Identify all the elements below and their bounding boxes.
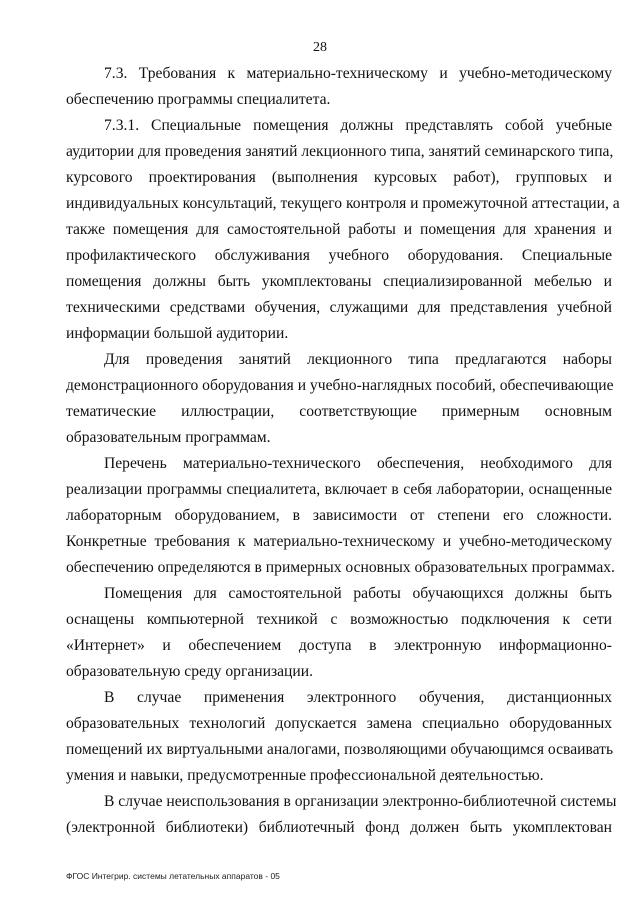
text-line: образовательную среду организации. bbox=[66, 663, 313, 680]
text-line: аудитории для проведения занятий лекционного типа, занятий семинарского типа, bbox=[66, 143, 614, 160]
text-line: Помещения для самостоятельной работы обучающихся должны быть bbox=[104, 585, 612, 602]
text-line: индивидуальных консультаций, текущего контроля и промежуточной аттестации, а bbox=[66, 195, 620, 212]
text-line: образовательным программам. bbox=[66, 429, 271, 446]
page-number: 28 bbox=[313, 40, 327, 55]
text-line: оснащены компьютерной техникой с возможностью подключения к сети bbox=[66, 611, 612, 628]
text-line: обеспечению определяются в примерных основных образовательных программах. bbox=[66, 559, 615, 576]
text-line: образовательных технологий допускается замена специально оборудованных bbox=[66, 715, 612, 732]
text-line: Для проведения занятий лекционного типа предлагаются наборы bbox=[104, 351, 612, 368]
text-line: 7.3.1. Специальные помещения должны представлять собой учебные bbox=[104, 117, 612, 134]
text-line: демонстрационного оборудования и учебно-наглядных пособий, обеспечивающие bbox=[66, 377, 614, 394]
text-line: «Интернет» и обеспечением доступа в электронную информационно- bbox=[66, 637, 612, 654]
text-line: помещений их виртуальными аналогами, позволяющими обучающимся осваивать bbox=[66, 741, 614, 758]
page-footer: ФГОС Интегрир. системы летательных аппаратов - 05 bbox=[66, 871, 280, 881]
text-line: обеспечению программы специалитета. bbox=[66, 91, 331, 108]
text-line: В случае неиспользования в организации электронно-библиотечной системы bbox=[104, 793, 617, 810]
text-line: лабораторным оборудованием, в зависимости от степени его сложности. bbox=[66, 507, 612, 524]
text-line: тематические иллюстрации, соответствующие примерным основным bbox=[66, 403, 612, 420]
text-line: информации большой аудитории. bbox=[66, 325, 289, 342]
text-line: техническими средствами обучения, служащими для представления учебной bbox=[66, 299, 612, 316]
text-line: Перечень материально-технического обеспечения, необходимого для bbox=[104, 455, 612, 472]
text-line: (электронной библиотеки) библиотечный фонд должен быть укомплектован bbox=[66, 819, 612, 836]
text-line: курсового проектирования (выполнения курсовых работ), групповых и bbox=[66, 169, 612, 186]
text-line: профилактического обслуживания учебного оборудования. Специальные bbox=[66, 247, 612, 264]
text-line: реализации программы специалитета, включает в себя лаборатории, оснащенные bbox=[66, 481, 612, 498]
text-line: помещения должны быть укомплектованы специализированной мебелью и bbox=[66, 273, 612, 290]
text-line: Конкретные требования к материально-техническому и учебно-методическому bbox=[66, 533, 612, 550]
text-line: В случае применения электронного обучения, дистанционных bbox=[104, 689, 612, 706]
text-line: умения и навыки, предусмотренные профессиональной деятельностью. bbox=[66, 767, 544, 784]
text-line: также помещения для самостоятельной работы и помещения для хранения и bbox=[66, 221, 612, 238]
text-line: 7.3. Требования к материально-техническому и учебно-методическому bbox=[104, 65, 612, 82]
